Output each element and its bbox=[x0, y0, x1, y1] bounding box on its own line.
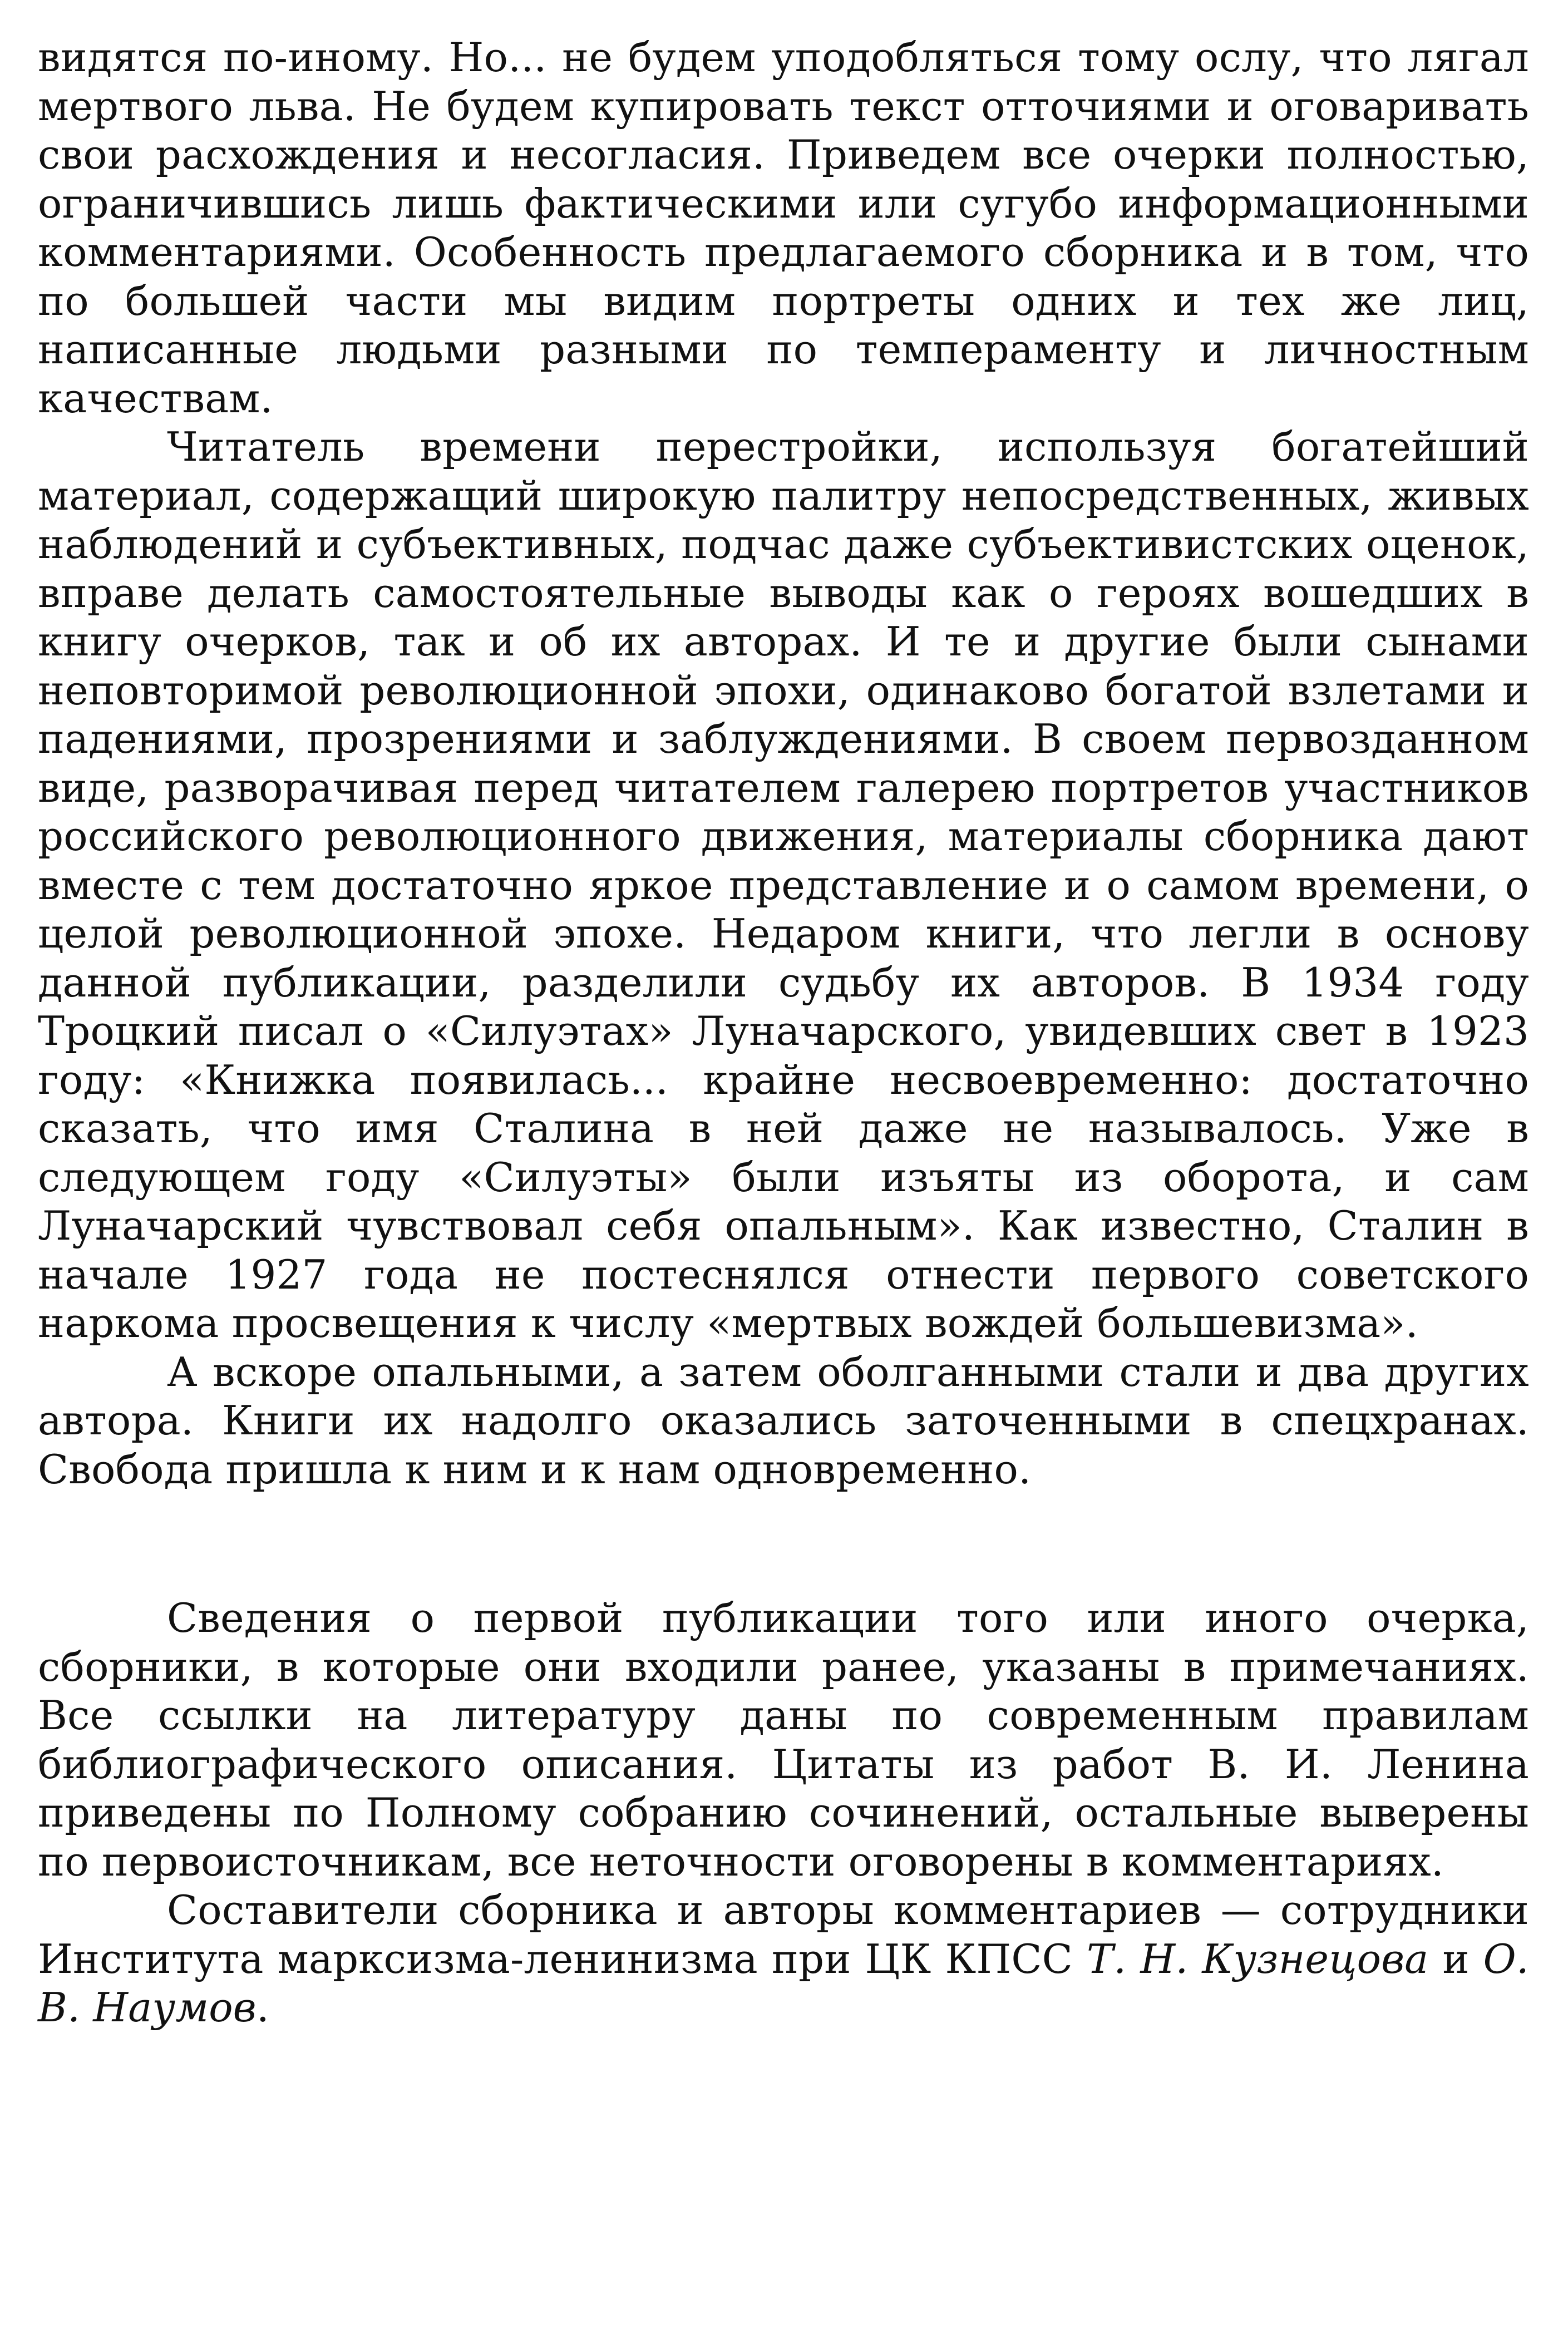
conjunction-text: и bbox=[1428, 1935, 1483, 1982]
paragraph-compilers bbox=[38, 1886, 1529, 2032]
compilers-end: . bbox=[256, 1984, 270, 2031]
compilers-text: Составители сборника и авторы комментариев — сотрудники Института марксизма-ленинизма при ЦК КПСС bbox=[38, 1887, 1529, 1982]
compiler-name-kuznetsova: Т. Н. Кузнецова bbox=[1087, 1935, 1429, 1982]
paragraph-reader: Читатель времени перестройки, используя богатейший материал, содержащий широкую палитру непосредственных, живых наблюдений и субъективных, подчас даже субъективистских оценок, вправе делать самостоятельные выводы как о героях вошедших в книгу очерков, так и об их авторах. И те и другие были сынами неповторимой революционной эпохи, одинаково богатой взлетами и падениями, прозрениями и заблуждениями. В своем первозданном виде, разворачивая перед читателем галерею портретов участников российского революционного движения, материалы сборника дают вместе с тем достаточно яркое представление и о самом времени, о целой революционной эпохе. Недаром книги, что легли в основу данной публикации, разделили судьбу их авторов. В 1934 году Троцкий писал о «Силуэтах» Луначарского, увидевших свет в 1923 году: «Книжка появилась... крайне несвоевременно: достаточно сказать, что имя Сталина в ней даже не называлось. Уже в следующем году «Силуэты» были изъяты из оборота, и сам Луначарский чувствовал себя опальным». Как известно, Сталин в начале 1927 года не постеснялся отнести первого советского наркома просвещения к числу «мертвых вождей большевизма». bbox=[38, 423, 1529, 1346]
paragraph-sources: Сведения о первой публикации того или иного очерка, сборники, в которые они входили ранее, указаны в примечаниях. Все ссылки на литературу даны по современным правилам библиографического описания. Цитаты из работ В. И. Ленина приведены по Полному собранию сочинений, остальные выверены по первоисточникам, все неточности оговорены в комментариях. bbox=[38, 1595, 1529, 1885]
paragraph-authors-fate: А вскоре опальными, а затем оболганными стали и два других автора. Книги их надолго оказались заточенными в спецхранах. Свобода пришла к ним и к нам одновременно. bbox=[38, 1348, 1529, 1493]
compiler-name-naumov: О. В. Наумов bbox=[38, 1935, 1529, 2031]
section-gap bbox=[38, 1494, 1529, 1594]
paragraph-intro: видятся по-иному. Но... не будем уподобляться тому ослу, что лягал мертвого льва. Не будем купировать текст отточиями и оговаривать свои расхождения и несогласия. Приведем все очерки полностью, ограничившись лишь фактическими или сугубо информационными комментариями. Особенность предлагаемого сборника и в том, что по большей части мы видим портреты одних и тех же лиц, написанные людьми разными по темпераменту и личностным качествам. bbox=[38, 34, 1529, 422]
document-page bbox=[38, 33, 1529, 2032]
